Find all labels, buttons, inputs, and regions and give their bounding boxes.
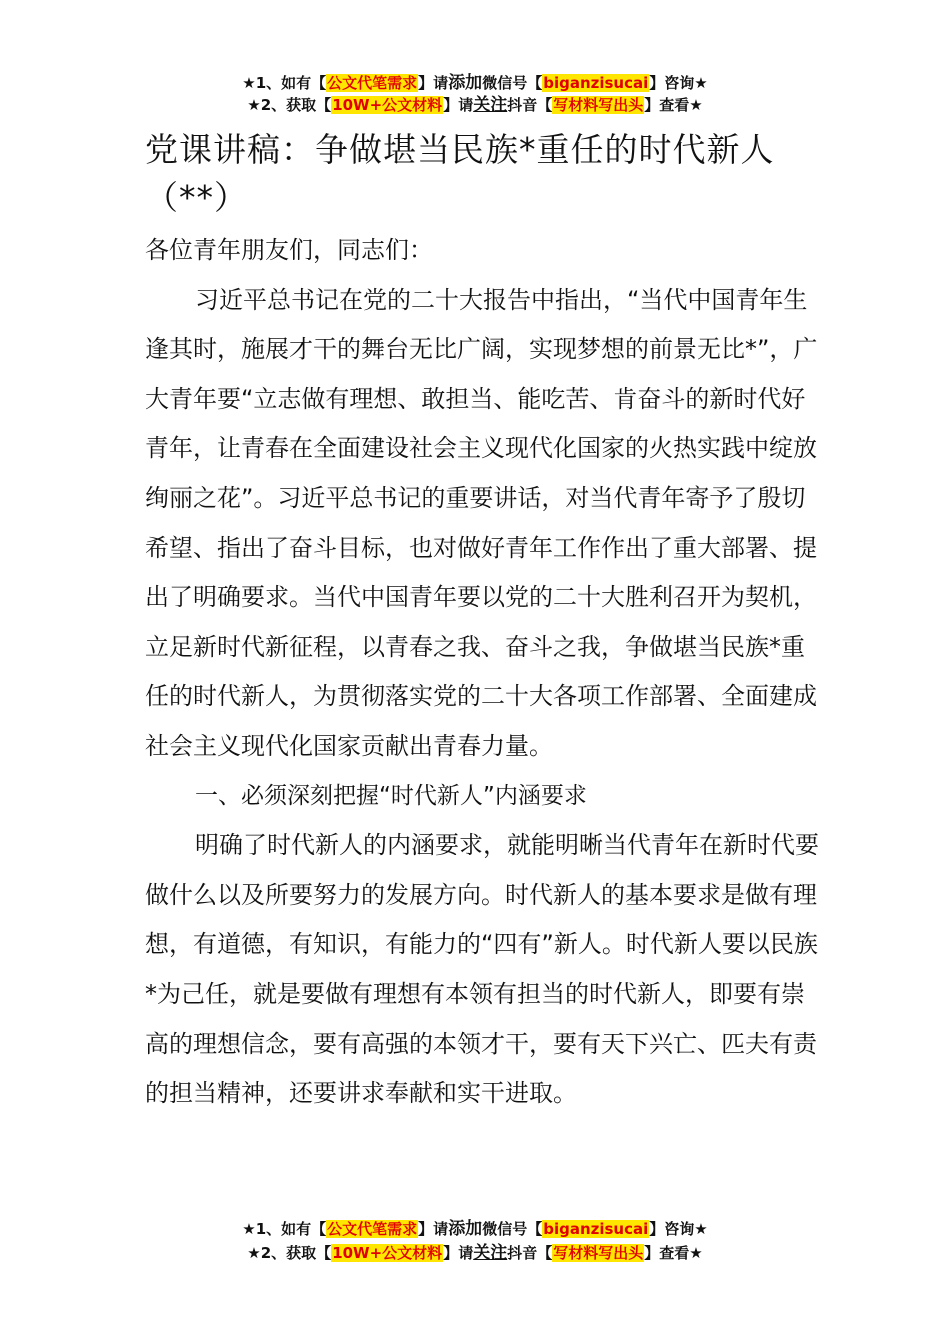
promo-text: 抖音【	[507, 96, 553, 114]
document-body	[145, 226, 825, 1119]
promo-emphasis: 关注	[473, 95, 508, 115]
promo-banner-top-line1	[0, 72, 950, 94]
promo-emphasis: 添加	[448, 1219, 483, 1239]
promo-highlight-wechat-id: biganzisucai	[543, 1220, 649, 1238]
promo-text: 】请	[418, 74, 449, 92]
promo-emphasis: 添加	[448, 73, 483, 93]
promo-text: 】请	[443, 1244, 474, 1262]
promo-text: 】咨询★	[649, 1220, 708, 1238]
promo-text: 】请	[443, 96, 474, 114]
promo-highlight-service: 公文代笔需求	[327, 1220, 418, 1238]
promo-text: 微信号【	[482, 74, 543, 92]
promo-text: 】咨询★	[649, 74, 708, 92]
paragraph: 明确了时代新人的内涵要求，就能明晰当代青年在新时代要做什么以及所要努力的发展方向。时代新人的基本要求是做有理想，有道德，有知识，有能力的“四有”新人。时代新人要以民族*为己任，就是要做有理想有本领有担当的时代新人，即要有崇高的理想信念，要有高强的本领才干，要有天下兴亡、匹夫有责的担当精神，还要讲求奉献和实干进取。	[145, 831, 819, 1108]
promo-highlight-douyin-account: 写材料写出头	[553, 96, 644, 114]
promo-text: 】查看★	[644, 96, 703, 114]
promo-emphasis: 关注	[473, 1243, 508, 1263]
promo-banner-top-line2	[0, 94, 950, 116]
promo-text: 】查看★	[644, 1244, 703, 1262]
promo-highlight-service: 公文代笔需求	[327, 74, 418, 92]
promo-banner-bottom-line2	[0, 1242, 950, 1264]
promo-text: ★1、如有【	[242, 1220, 327, 1238]
promo-highlight-materials: 10W+公文材料	[332, 1244, 443, 1262]
promo-highlight-materials: 10W+公文材料	[332, 96, 443, 114]
paragraph: 习近平总书记在党的二十大报告中指出，“当代中国青年生逢其时，施展才干的舞台无比广阔，实现梦想的前景无比*”，广大青年要“立志做有理想、敢担当、能吃苦、肯奋斗的新时代好青年，让青春在全面建设社会主义现代化国家的火热实践中绽放绚丽之花”。习近平总书记的重要讲话，对当代青年寄予了殷切希望、指出了奋斗目标，也对做好青年工作作出了重大部署、提出了明确要求。当代中国青年要以党的二十大胜利召开为契机，立足新时代新征程，以青春之我、奋斗之我，争做堪当民族*重任的时代新人，为贯彻落实党的二十大各项工作部署、全面建成社会主义现代化国家贡献出青春力量。	[145, 285, 818, 760]
promo-banner-bottom-line1	[0, 1218, 950, 1240]
promo-text: ★2、获取【	[247, 96, 332, 114]
document-title: 党课讲稿：争做堪当民族*重任的时代新人（**）	[145, 130, 775, 217]
promo-highlight-douyin-account: 写材料写出头	[553, 1244, 644, 1262]
promo-text: ★2、获取【	[247, 1244, 332, 1262]
promo-text: 】请	[418, 1220, 449, 1238]
promo-text: 微信号【	[482, 1220, 543, 1238]
section-heading: 一、必须深刻把握“时代新人”内涵要求	[195, 782, 587, 809]
salutation: 各位青年朋友们，同志们：	[145, 236, 433, 264]
promo-highlight-wechat-id: biganzisucai	[543, 74, 649, 92]
promo-text: 抖音【	[507, 1244, 553, 1262]
promo-text: ★1、如有【	[242, 74, 327, 92]
